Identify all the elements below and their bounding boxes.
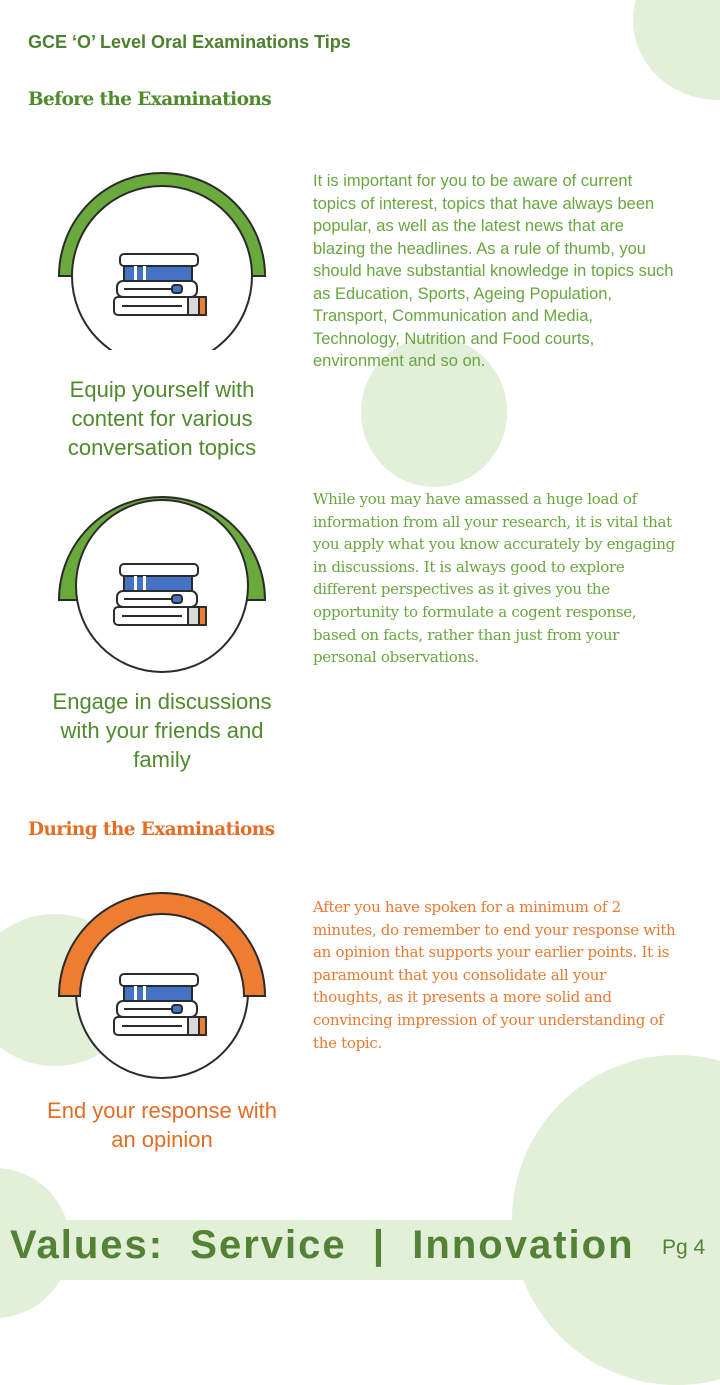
books-badge-icon [42,884,282,1084]
tip-caption: End your response with an opinion [47,1098,277,1152]
books-badge-icon [42,150,282,350]
books-icon [114,564,206,625]
tip-caption: Equip yourself with content for various conversation topics [67,377,257,460]
decorative-circle-top-right [633,0,720,100]
books-icon [114,974,206,1035]
footer-slogan: Values: Service | Innovation [10,1223,635,1267]
page-number: Pg 4 [662,1236,706,1259]
document-title: GCE ‘O’ Level Oral Examinations Tips [28,32,351,52]
tip-paragraph: After you have spoken for a minimum of 2 minutes, do remember to end your response with an opinion that supports your earlier points. It is paramount that you consolidate all your thoughts, as it presents a more solid and convincing impression of your understanding of the topic. [313,898,676,1052]
books-badge-icon [42,474,282,674]
tip-paragraph: While you may have amassed a huge load of information from all your research, it is vital that you apply what you know accurately by engaging in discussions. It is always good to explore different perspectives as it gives you the opportunity to formulate a cogent response, based on facts, rather than just from your personal observations. [313,490,675,667]
books-icon [114,254,206,315]
section-heading-during: During the Examinations [28,819,275,840]
tip-paragraph: It is important for you to be aware of current topics of interest, topics that have always been popular, as well as the latest news that are blazing the headlines. As a rule of thumb, you should have substantial knowledge in topics such as Education, Sports, Ageing Population, Transport, Communication and Media, Technology, Nutrition and Food courts, environment and so on. [313,172,674,370]
tip-caption: Engage in discussions with your friends and family [52,689,272,772]
section-heading-before: Before the Examinations [28,89,272,110]
